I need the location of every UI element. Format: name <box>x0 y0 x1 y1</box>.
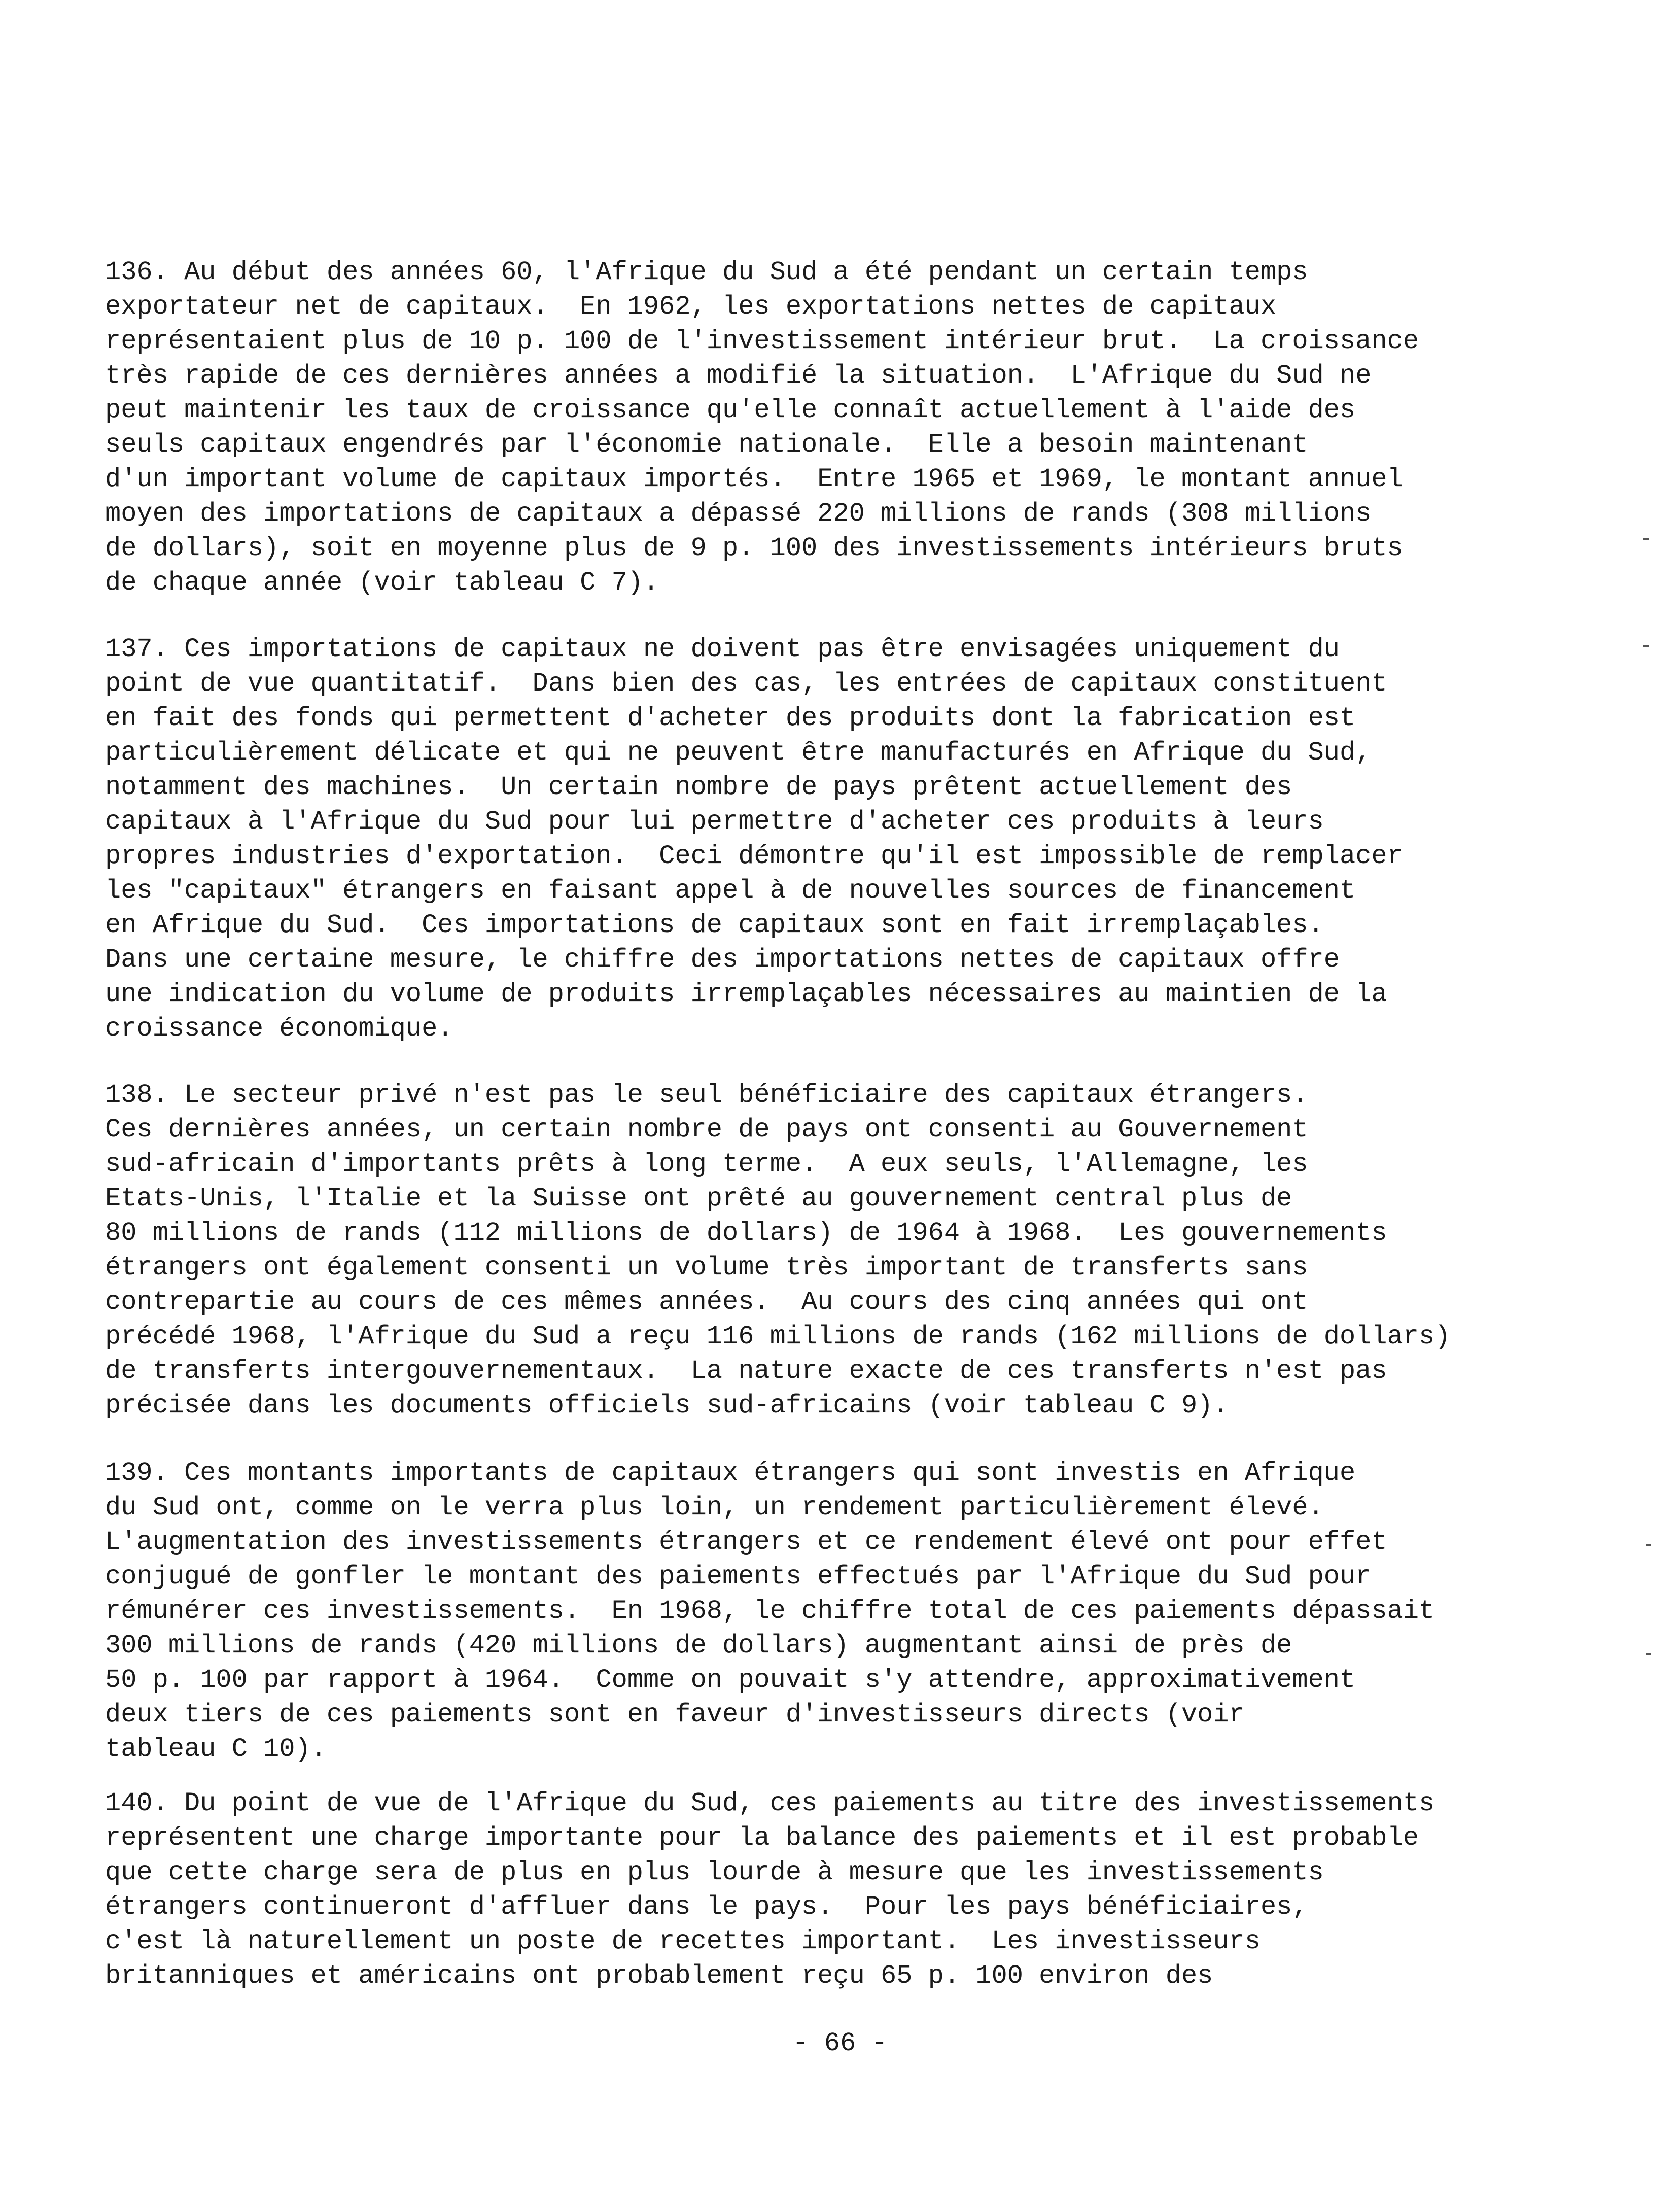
paragraph-138 <box>105 1078 1561 1423</box>
paragraph-line: d'un important volume de capitaux importés. Entre 1965 et 1969, le montant annuel <box>105 464 1403 494</box>
paragraph-line: 50 p. 100 par rapport à 1964. Comme on pouvait s'y attendre, approximativement <box>105 1665 1356 1695</box>
paragraph-line: particulièrement délicate et qui ne peuvent être manufacturés en Afrique du Sud, <box>105 738 1372 768</box>
margin-mark <box>1646 1653 1651 1655</box>
paragraph-line: contrepartie au cours de ces mêmes années. Au cours des cinq années qui ont <box>105 1287 1308 1317</box>
paragraph-line: du Sud ont, comme on le verra plus loin, un rendement particulièrement élevé. <box>105 1493 1324 1523</box>
margin-mark <box>1646 1544 1651 1546</box>
paragraph-line: en Afrique du Sud. Ces importations de capitaux sont en fait irremplaçables. <box>105 910 1324 940</box>
paragraph-line: étrangers ont également consenti un volume très important de transferts sans <box>105 1253 1308 1283</box>
paragraph-line: britanniques et américains ont probablement reçu 65 p. 100 environ des <box>105 1961 1213 1991</box>
paragraph-line: 136. Au début des années 60, l'Afrique du Sud a été pendant un certain temps <box>105 257 1308 287</box>
paragraph-line: une indication du volume de produits irremplaçables nécessaires au maintien de la <box>105 979 1387 1009</box>
paragraph-line: deux tiers de ces paiements sont en faveur d'investisseurs directs (voir <box>105 1700 1245 1730</box>
paragraph-line: de dollars), soit en moyenne plus de 9 p. 100 des investissements intérieurs bruts <box>105 533 1403 563</box>
paragraph-line: Ces dernières années, un certain nombre de pays ont consenti au Gouvernement <box>105 1115 1308 1145</box>
paragraph-line: croissance économique. <box>105 1014 453 1044</box>
paragraph-line: que cette charge sera de plus en plus lourde à mesure que les investissements <box>105 1857 1324 1887</box>
paragraph-line: précédé 1968, l'Afrique du Sud a reçu 116 millions de rands (162 millions de dollars) <box>105 1322 1451 1352</box>
paragraph-line: point de vue quantitatif. Dans bien des cas, les entrées de capitaux constituent <box>105 669 1387 699</box>
paragraph-line: conjugué de gonfler le montant des paiements effectués par l'Afrique du Sud pour <box>105 1562 1372 1592</box>
paragraph-line: 139. Ces montants importants de capitaux étrangers qui sont investis en Afrique <box>105 1458 1356 1488</box>
paragraph-line: notamment des machines. Un certain nombre de pays prêtent actuellement des <box>105 772 1292 802</box>
paragraph-line: Dans une certaine mesure, le chiffre des importations nettes de capitaux offre <box>105 945 1340 975</box>
paragraph-line: 140. Du point de vue de l'Afrique du Sud, ces paiements au titre des investissements <box>105 1788 1435 1818</box>
paragraph-140 <box>105 1786 1561 1993</box>
paragraph-line: 138. Le secteur privé n'est pas le seul bénéficiaire des capitaux étrangers. <box>105 1080 1308 1110</box>
paragraph-line: seuls capitaux engendrés par l'économie nationale. Elle a besoin maintenant <box>105 430 1308 460</box>
paragraph-line: exportateur net de capitaux. En 1962, les exportations nettes de capitaux <box>105 292 1277 322</box>
paragraph-line: propres industries d'exportation. Ceci démontre qu'il est impossible de remplacer <box>105 841 1403 871</box>
paragraph-line: représentaient plus de 10 p. 100 de l'investissement intérieur brut. La croissance <box>105 326 1419 356</box>
paragraph-line: L'augmentation des investissements étrangers et ce rendement élevé ont pour effet <box>105 1527 1387 1557</box>
paragraph-139 <box>105 1456 1561 1767</box>
margin-mark <box>1643 538 1649 540</box>
paragraph-line: Etats-Unis, l'Italie et la Suisse ont prêté au gouvernement central plus de <box>105 1184 1292 1214</box>
paragraph-line: étrangers continueront d'affluer dans le pays. Pour les pays bénéficiaires, <box>105 1892 1308 1922</box>
paragraph-line: très rapide de ces dernières années a modifié la situation. L'Afrique du Sud ne <box>105 361 1372 391</box>
paragraph-line: moyen des importations de capitaux a dépassé 220 millions de rands (308 millions <box>105 499 1372 529</box>
paragraph-line: de chaque année (voir tableau C 7). <box>105 568 659 598</box>
page-number: - 66 - <box>792 2028 888 2058</box>
paragraph-line: 300 millions de rands (420 millions de dollars) augmentant ainsi de près de <box>105 1631 1292 1661</box>
paragraph-line: peut maintenir les taux de croissance qu'elle connaît actuellement à l'aide des <box>105 395 1356 425</box>
paragraph-line: précisée dans les documents officiels sud-africains (voir tableau C 9). <box>105 1391 1229 1421</box>
paragraph-line: de transferts intergouvernementaux. La nature exacte de ces transferts n'est pas <box>105 1356 1387 1386</box>
paragraph-line: tableau C 10). <box>105 1734 327 1764</box>
margin-mark <box>1643 645 1649 647</box>
paragraph-line: 137. Ces importations de capitaux ne doivent pas être envisagées uniquement du <box>105 634 1340 664</box>
paragraph-136 <box>105 255 1561 600</box>
paragraph-137 <box>105 632 1561 1046</box>
paragraph-line: les "capitaux" étrangers en faisant appel à de nouvelles sources de financement <box>105 876 1356 906</box>
paragraph-line: représentent une charge importante pour la balance des paiements et il est probable <box>105 1823 1419 1853</box>
paragraph-line: rémunérer ces investissements. En 1968, le chiffre total de ces paiements dépassait <box>105 1596 1435 1626</box>
paragraph-line: sud-africain d'importants prêts à long terme. A eux seuls, l'Allemagne, les <box>105 1149 1308 1179</box>
paragraph-line: 80 millions de rands (112 millions de dollars) de 1964 à 1968. Les gouvernements <box>105 1218 1387 1248</box>
paragraph-line: capitaux à l'Afrique du Sud pour lui permettre d'acheter ces produits à leurs <box>105 807 1324 837</box>
paragraph-line: c'est là naturellement un poste de recettes important. Les investisseurs <box>105 1926 1261 1956</box>
paragraph-line: en fait des fonds qui permettent d'acheter des produits dont la fabrication est <box>105 703 1356 733</box>
